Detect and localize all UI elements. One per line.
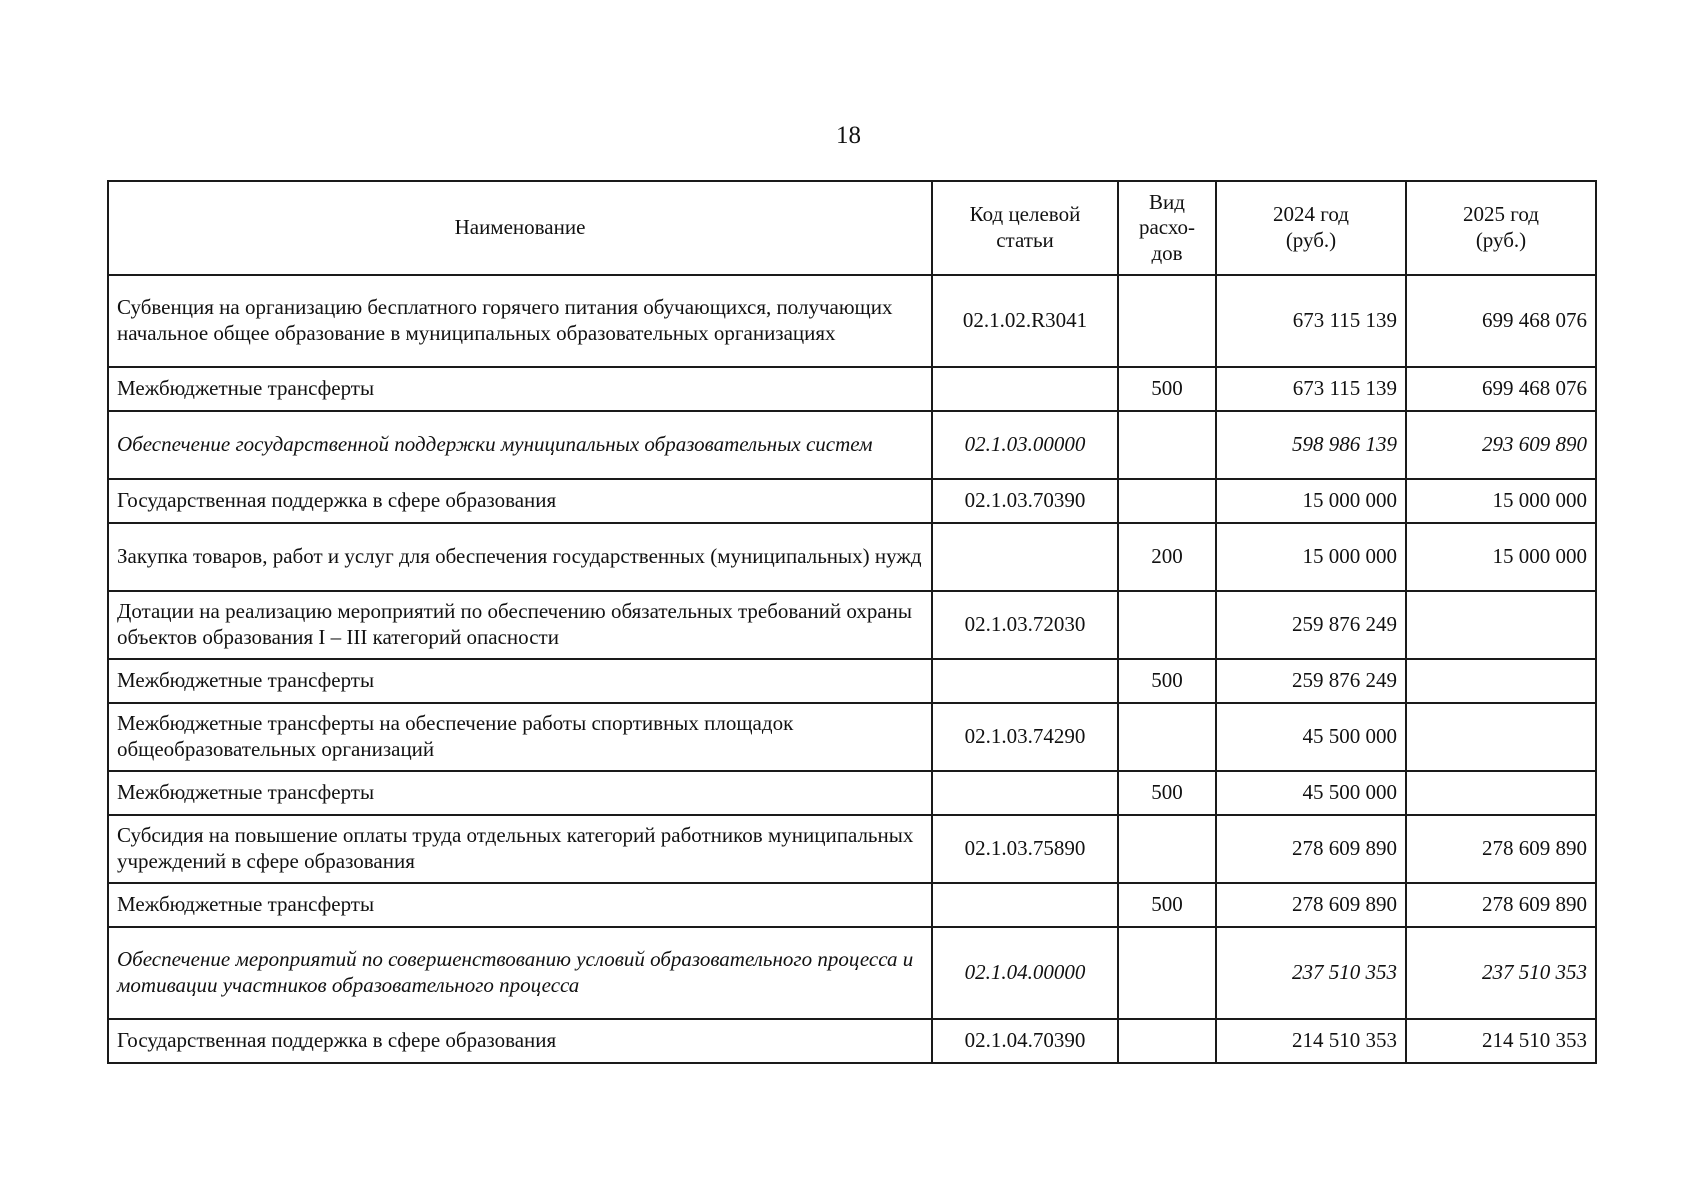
row-amount-2025	[1406, 591, 1596, 659]
row-amount-2024: 214 510 353	[1216, 1019, 1406, 1063]
page-number: 18	[836, 122, 861, 149]
row-code	[932, 659, 1118, 703]
row-amount-2024: 673 115 139	[1216, 367, 1406, 411]
table-row	[108, 523, 1596, 591]
table-row	[108, 659, 1596, 703]
row-amount-2025: 237 510 353	[1406, 927, 1596, 1019]
row-amount-2025: 278 609 890	[1406, 815, 1596, 883]
row-name: Межбюджетные трансферты	[108, 659, 932, 703]
row-amount-2024: 237 510 353	[1216, 927, 1406, 1019]
header-2024-line2: (руб.)	[1285, 228, 1337, 252]
row-amount-2024: 259 876 249	[1216, 659, 1406, 703]
row-name: Субвенция на организацию бесплатного горячего питания обучающихся, получающих начальное общее образование в муниципальных образовательных организациях	[108, 275, 932, 367]
header-2024-line1: 2024 год	[1273, 202, 1349, 227]
row-expense-type: 500	[1118, 659, 1216, 703]
row-code	[932, 523, 1118, 591]
row-code: 02.1.03.72030	[932, 591, 1118, 659]
row-amount-2024: 598 986 139	[1216, 411, 1406, 479]
row-name: Государственная поддержка в сфере образования	[108, 479, 932, 523]
header-2025-line1: 2025 год	[1463, 202, 1539, 227]
table-row	[108, 815, 1596, 883]
row-amount-2025	[1406, 659, 1596, 703]
table-row	[108, 703, 1596, 771]
row-amount-2024: 15 000 000	[1216, 523, 1406, 591]
table-row	[108, 927, 1596, 1019]
row-amount-2024: 259 876 249	[1216, 591, 1406, 659]
row-name: Межбюджетные трансферты	[108, 771, 932, 815]
row-expense-type: 500	[1118, 771, 1216, 815]
row-name: Межбюджетные трансферты на обеспечение работы спортивных площадок общеобразовательных организаций	[108, 703, 932, 771]
row-amount-2025: 293 609 890	[1406, 411, 1596, 479]
row-amount-2025: 278 609 890	[1406, 883, 1596, 927]
row-expense-type: 500	[1118, 367, 1216, 411]
row-name: Дотации на реализацию мероприятий по обеспечению обязательных требований охраны объектов образования I – III категорий опасности	[108, 591, 932, 659]
row-name: Обеспечение мероприятий по совершенствованию условий образовательного процесса и мотивации участников образовательного процесса	[108, 927, 932, 1019]
table-row	[108, 1019, 1596, 1063]
row-expense-type	[1118, 927, 1216, 1019]
row-amount-2024: 278 609 890	[1216, 883, 1406, 927]
row-amount-2025	[1406, 703, 1596, 771]
row-expense-type	[1118, 591, 1216, 659]
row-amount-2025: 699 468 076	[1406, 367, 1596, 411]
row-amount-2024: 15 000 000	[1216, 479, 1406, 523]
header-name	[108, 181, 932, 275]
header-2025-line2: (руб.)	[1475, 228, 1527, 252]
table-row	[108, 479, 1596, 523]
row-amount-2025: 214 510 353	[1406, 1019, 1596, 1063]
row-expense-type: 500	[1118, 883, 1216, 927]
header-type-line1: Вид	[1149, 189, 1185, 214]
row-expense-type	[1118, 703, 1216, 771]
row-name: Обеспечение государственной поддержки муниципальных образовательных систем	[108, 411, 932, 479]
table-row	[108, 883, 1596, 927]
row-code: 02.1.04.70390	[932, 1019, 1118, 1063]
header-code-line2: статьи	[996, 228, 1054, 252]
row-expense-type	[1118, 1019, 1216, 1063]
header-type-line3: дов	[1151, 240, 1183, 265]
row-amount-2025: 15 000 000	[1406, 523, 1596, 591]
row-name: Субсидия на повышение оплаты труда отдельных категорий работников муниципальных учреждений в сфере образования	[108, 815, 932, 883]
row-expense-type	[1118, 479, 1216, 523]
row-amount-2024: 673 115 139	[1216, 275, 1406, 367]
row-code: 02.1.03.74290	[932, 703, 1118, 771]
header-2025	[1406, 181, 1596, 275]
row-code: 02.1.03.00000	[932, 411, 1118, 479]
row-amount-2024: 45 500 000	[1216, 703, 1406, 771]
row-amount-2024: 45 500 000	[1216, 771, 1406, 815]
row-code	[932, 367, 1118, 411]
table-header	[108, 181, 1596, 275]
row-amount-2025: 699 468 076	[1406, 275, 1596, 367]
row-code: 02.1.03.75890	[932, 815, 1118, 883]
table-row	[108, 367, 1596, 411]
row-name: Межбюджетные трансферты	[108, 883, 932, 927]
row-expense-type	[1118, 815, 1216, 883]
budget-table	[107, 180, 1597, 1064]
row-amount-2024: 278 609 890	[1216, 815, 1406, 883]
row-expense-type	[1118, 411, 1216, 479]
table-body	[108, 275, 1596, 1063]
row-name: Государственная поддержка в сфере образования	[108, 1019, 932, 1063]
header-type	[1118, 181, 1216, 275]
row-code: 02.1.04.00000	[932, 927, 1118, 1019]
table-row	[108, 771, 1596, 815]
header-code	[932, 181, 1118, 275]
table-row	[108, 411, 1596, 479]
header-row	[108, 181, 1596, 275]
row-name: Закупка товаров, работ и услуг для обеспечения государственных (муниципальных) нужд	[108, 523, 932, 591]
header-name-label: Наименование	[454, 215, 586, 240]
row-code: 02.1.03.70390	[932, 479, 1118, 523]
row-name: Межбюджетные трансферты	[108, 367, 932, 411]
header-code-line1: Код целевой	[969, 202, 1081, 227]
row-amount-2025: 15 000 000	[1406, 479, 1596, 523]
row-code	[932, 883, 1118, 927]
row-amount-2025	[1406, 771, 1596, 815]
header-2024	[1216, 181, 1406, 275]
row-code: 02.1.02.R3041	[932, 275, 1118, 367]
table-row	[108, 275, 1596, 367]
table-row	[108, 591, 1596, 659]
row-code	[932, 771, 1118, 815]
header-type-line2: расхо-	[1138, 215, 1196, 240]
row-expense-type	[1118, 275, 1216, 367]
row-expense-type: 200	[1118, 523, 1216, 591]
